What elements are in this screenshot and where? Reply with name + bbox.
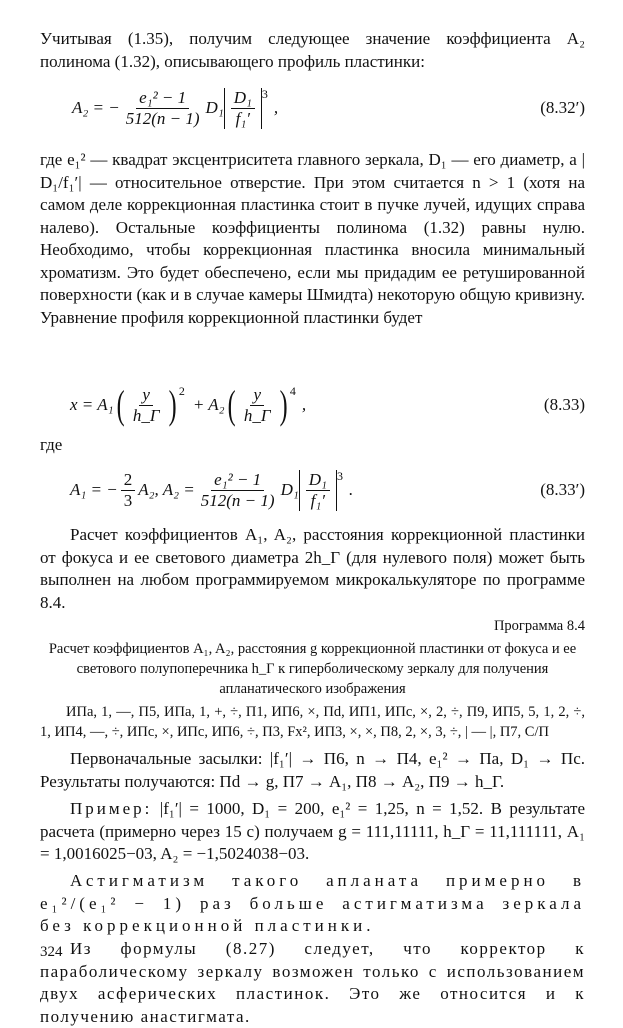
page-body — [40, 28, 585, 1026]
eq1-abs-den: f₁′ — [235, 108, 250, 128]
eq2-tail: , — [301, 395, 307, 414]
eq3-frac-num: 2 — [121, 470, 136, 491]
equation-8-32 — [40, 77, 585, 139]
eq1-numerator: e₁² − 1 — [136, 88, 189, 109]
eq3-fraction — [198, 470, 278, 511]
paragraph-initial-inputs: Первоначальные засылки: |f₁′| → П6, n → П4, e₁² → Па, D₁ → Пс. Результаты получаются: Пd → g, П7 → A₁, П8 → A₂, П9 → h_Г. — [40, 749, 585, 791]
eq3-two-thirds — [121, 470, 136, 511]
eq3-power: 3 — [336, 468, 343, 483]
eq1-fraction — [123, 88, 203, 129]
eq1-abs-num: D₁ — [231, 88, 255, 109]
eq2-f2-den: h_Г — [243, 405, 271, 425]
eq1-d1: D₁ — [205, 98, 224, 117]
eq1-tail: , — [273, 98, 279, 117]
eq3-tail: . — [348, 480, 354, 499]
eq1-abs — [224, 88, 262, 129]
eq1-power: 3 — [261, 86, 268, 101]
eq3-frac-den: 3 — [123, 490, 133, 510]
equation-8-33-prime — [40, 460, 585, 520]
eq2-number: (8.33) — [543, 395, 585, 414]
eq2-power-1: 2 — [178, 383, 185, 398]
eq3-abs — [299, 470, 337, 511]
eq3-lhs: A₁ = − — [70, 480, 118, 499]
paragraph-example — [40, 798, 585, 868]
eq2-lhs: x = A₁ — [70, 395, 114, 414]
paragraph-definitions: где e₁² — квадрат эксцентриситета главного зеркала, D₁ — его диаметр, а | D₁/f₁′| — относительное отверстие. При этом считается n > 1 (хотя на самом деле коррекционная пластинка стоит в пучке лучей, идущих справа налево). Остальные коэффициенты полинома (1.32) равны нулю. Необходимо, чтобы коррекционная пластинка вносила минимальный хроматизм. Это будет обеспечено, если мы придадим ее ретушированной поверхности (как и в случае камеры Шмидта) некоторую общую кривизну. Уравнение профиля коррекционной пластинки будет — [40, 150, 585, 327]
eq3-number: (8.33′) — [540, 480, 585, 499]
program-code: ИПа, 1, —, П5, ИПа, 1, +, ÷, П1, ИП6, ×, Пd, ИП1, ИПс, ×, 2, ÷, П9, ИП5, 5, 1, 2, ÷, 1, ИП4, —, ÷, ИПс, ×, ИПс, ИП6, ÷, П3, Fx², ИП3, ×, ×, П8, 2, ×, 3, ÷, | — |, П7, С/П — [40, 704, 585, 740]
eq2-mid: + A₂ — [192, 395, 225, 414]
eq2-f1-num: y — [139, 385, 153, 406]
eq3-abs-den: f₁′ — [310, 490, 326, 510]
paragraph-corrector: Из формулы (8.27) следует, что корректор к параболическому зеркалу возможен только с использованием двух асферических пластинок. Это же относится и к получению анастигмата. — [40, 939, 585, 1026]
eq3-abs-num: D₁ — [306, 470, 330, 491]
paragraph-intro: Учитывая (1.35), получим следующее значение коэффициента A₂ полинома (1.32), описывающего профиль пластинки: — [40, 29, 585, 71]
example-body: |f₁′| = 1000, D₁ = 200, e₁² = 1,25, n = 1,52. В результате расчета (примерно через 15 с) получаем g = 111,11111, h_Г = 11,111111, A₁ = 1,0016025−03, A₂ = −1,5024038−03. — [40, 799, 585, 863]
page-number: 324 — [40, 944, 63, 960]
eq3-after: A₂, A₂ = — [138, 480, 195, 499]
example-label: Пример: — [70, 799, 153, 818]
eq3-denominator: 512(n − 1) — [200, 490, 275, 510]
eq2-f1-den: h_Г — [132, 405, 160, 425]
eq3-numerator: e₁² − 1 — [211, 470, 264, 491]
eq1-number: (8.32′) — [540, 98, 585, 117]
paragraph-astigmatism: Астигматизм такого апланата примерно в e₁²/(e₁² − 1) раз больше астигматизма зеркала без коррекционной пластинки. — [40, 871, 585, 935]
eq2-f2-num: y — [250, 385, 264, 406]
eq2-fraction-2 — [241, 385, 274, 426]
eq1-lhs: A₂ = − — [72, 98, 120, 117]
equation-8-33: x = A₁ ( $\frac{y}{h\_Г}$ ) 2 + A₂ ( $\frac{y}{h\_Г}$ ) 4 , (8.33) — [70, 382, 585, 427]
eq3-d1: D₁ — [280, 480, 299, 499]
paragraph-where: где — [40, 435, 63, 454]
eq1-denominator: 512(n − 1) — [125, 108, 200, 128]
program-title: Расчет коэффициентов A₁, A₂, расстояния g коррекционной пластинки от фокуса и ее светового полупоперечника h_Г к гиперболическому зеркалу для получения апланатического изображения — [48, 641, 577, 697]
eq2-fraction-1 — [130, 385, 163, 426]
eq2-power-2: 4 — [289, 383, 296, 398]
paragraph-calculation: Расчет коэффициентов A₁, A₂, расстояния коррекционной пластинки от фокуса и ее светового диаметра 2h_Г (для нулевого поля) может быть выполнен на любом программируемом микрокалькуляторе по программе 8.4. — [40, 525, 585, 612]
program-label: Программа 8.4 — [493, 618, 585, 634]
